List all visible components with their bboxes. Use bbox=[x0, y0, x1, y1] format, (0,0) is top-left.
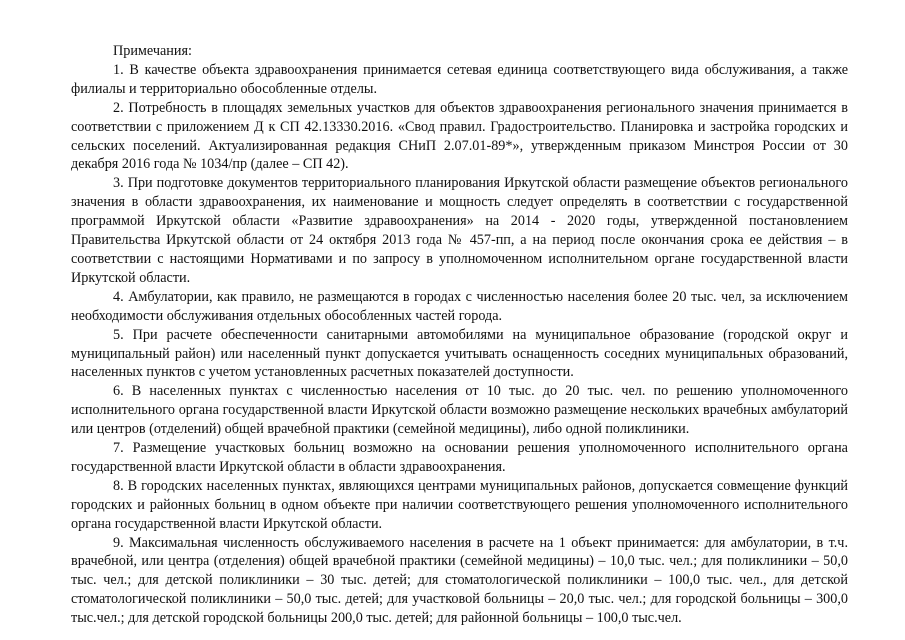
note-7: 7. Размещение участковых больниц возможно на основании решения уполномоченного исполнительного органа государственной власти Иркутской области в области здравоохранения. bbox=[71, 440, 848, 475]
note-4: 4. Амбулатории, как правило, не размещаются в городах с численностью населения более 20 тыс. чел, за исключением необходимости обслуживания отдельных обособленных частей города. bbox=[71, 288, 848, 324]
note-1: 1. В качестве объекта здравоохранения принимается сетевая единица соответствующего вида обслуживания, а также филиалы и территориально обособленные отделы. bbox=[71, 61, 848, 97]
note-3: 3. При подготовке документов территориального планирования Иркутской области размещение объектов регионального значения в области здравоохранения, их наименование и мощность следует определять в соответствии с государственной программой Иркутской области «Развитие здравоохранения» на 2014 - 2020 годы, утвержденной постановлением Правительства Иркутской области от 24 октября 2013 года № 457-пп, а на период после окончания срока ее действия – в соответствии с настоящими Нормативами и по запросу в уполномоченном исполнительном органе государственной власти Иркутской области. bbox=[71, 175, 848, 286]
document-page bbox=[71, 42, 848, 628]
note-9: 9. Максимальная численность обслуживаемого населения в расчете на 1 объект принимается: для амбулатории, в т.ч. врачебной, или центра (отделения) общей врачебной практики (семейной медицины) – 10,0 тыс. чел.; для поликлиники – 50,0 тыс. чел.; для детской поликлиники – 30 тыс. детей; для стоматологической поликлиники – 100,0 тыс. чел., для детской стоматологической поликлиники – 50,0 тыс. детей; для участковой больницы – 20,0 тыс. чел.; для городской больницы – 300,0 тыс.чел.; для детской городской больницы 200,0 тыс. детей; для районной больницы – 100,0 тыс.чел. bbox=[71, 534, 848, 627]
note-5: 5. При расчете обеспеченности санитарными автомобилями на муниципальное образование (городской округ и муниципальный район) или населенный пункт допускается учитывать оснащенность соседних муниципальных образований, населенных пунктов с учетом установленных расчетных показателей доступности. bbox=[71, 326, 848, 381]
note-6: 6. В населенных пунктах с численностью населения от 10 тыс. до 20 тыс. чел. по решению уполномоченного исполнительного органа государственной власти Иркутской области возможно размещение нескольких врачебных амбулаторий или центров (отделений) общей врачебной практики (семейной медицины), либо одной поликлиники. bbox=[71, 383, 848, 438]
note-2: 2. Потребность в площадях земельных участков для объектов здравоохранения регионального значения принимается в соответствии с приложением Д к СП 42.13330.2016. «Свод правил. Градостроительство. Планировка и застройка городских и сельских поселений. Актуализированная редакция СНиП 2.07.01-89*», утвержденным приказом Минстроя России от 30 декабря 2016 года № 1034/пр (далее – СП 42). bbox=[71, 99, 848, 173]
notes-heading: Примечания: bbox=[113, 43, 192, 59]
note-8: 8. В городских населенных пунктах, являющихся центрами муниципальных районов, допускается совмещение функций городских и районных больниц в одном объекте при наличии соответствующего решения уполномоченного исполнительного органа государственной власти Иркутской области. bbox=[71, 477, 848, 532]
